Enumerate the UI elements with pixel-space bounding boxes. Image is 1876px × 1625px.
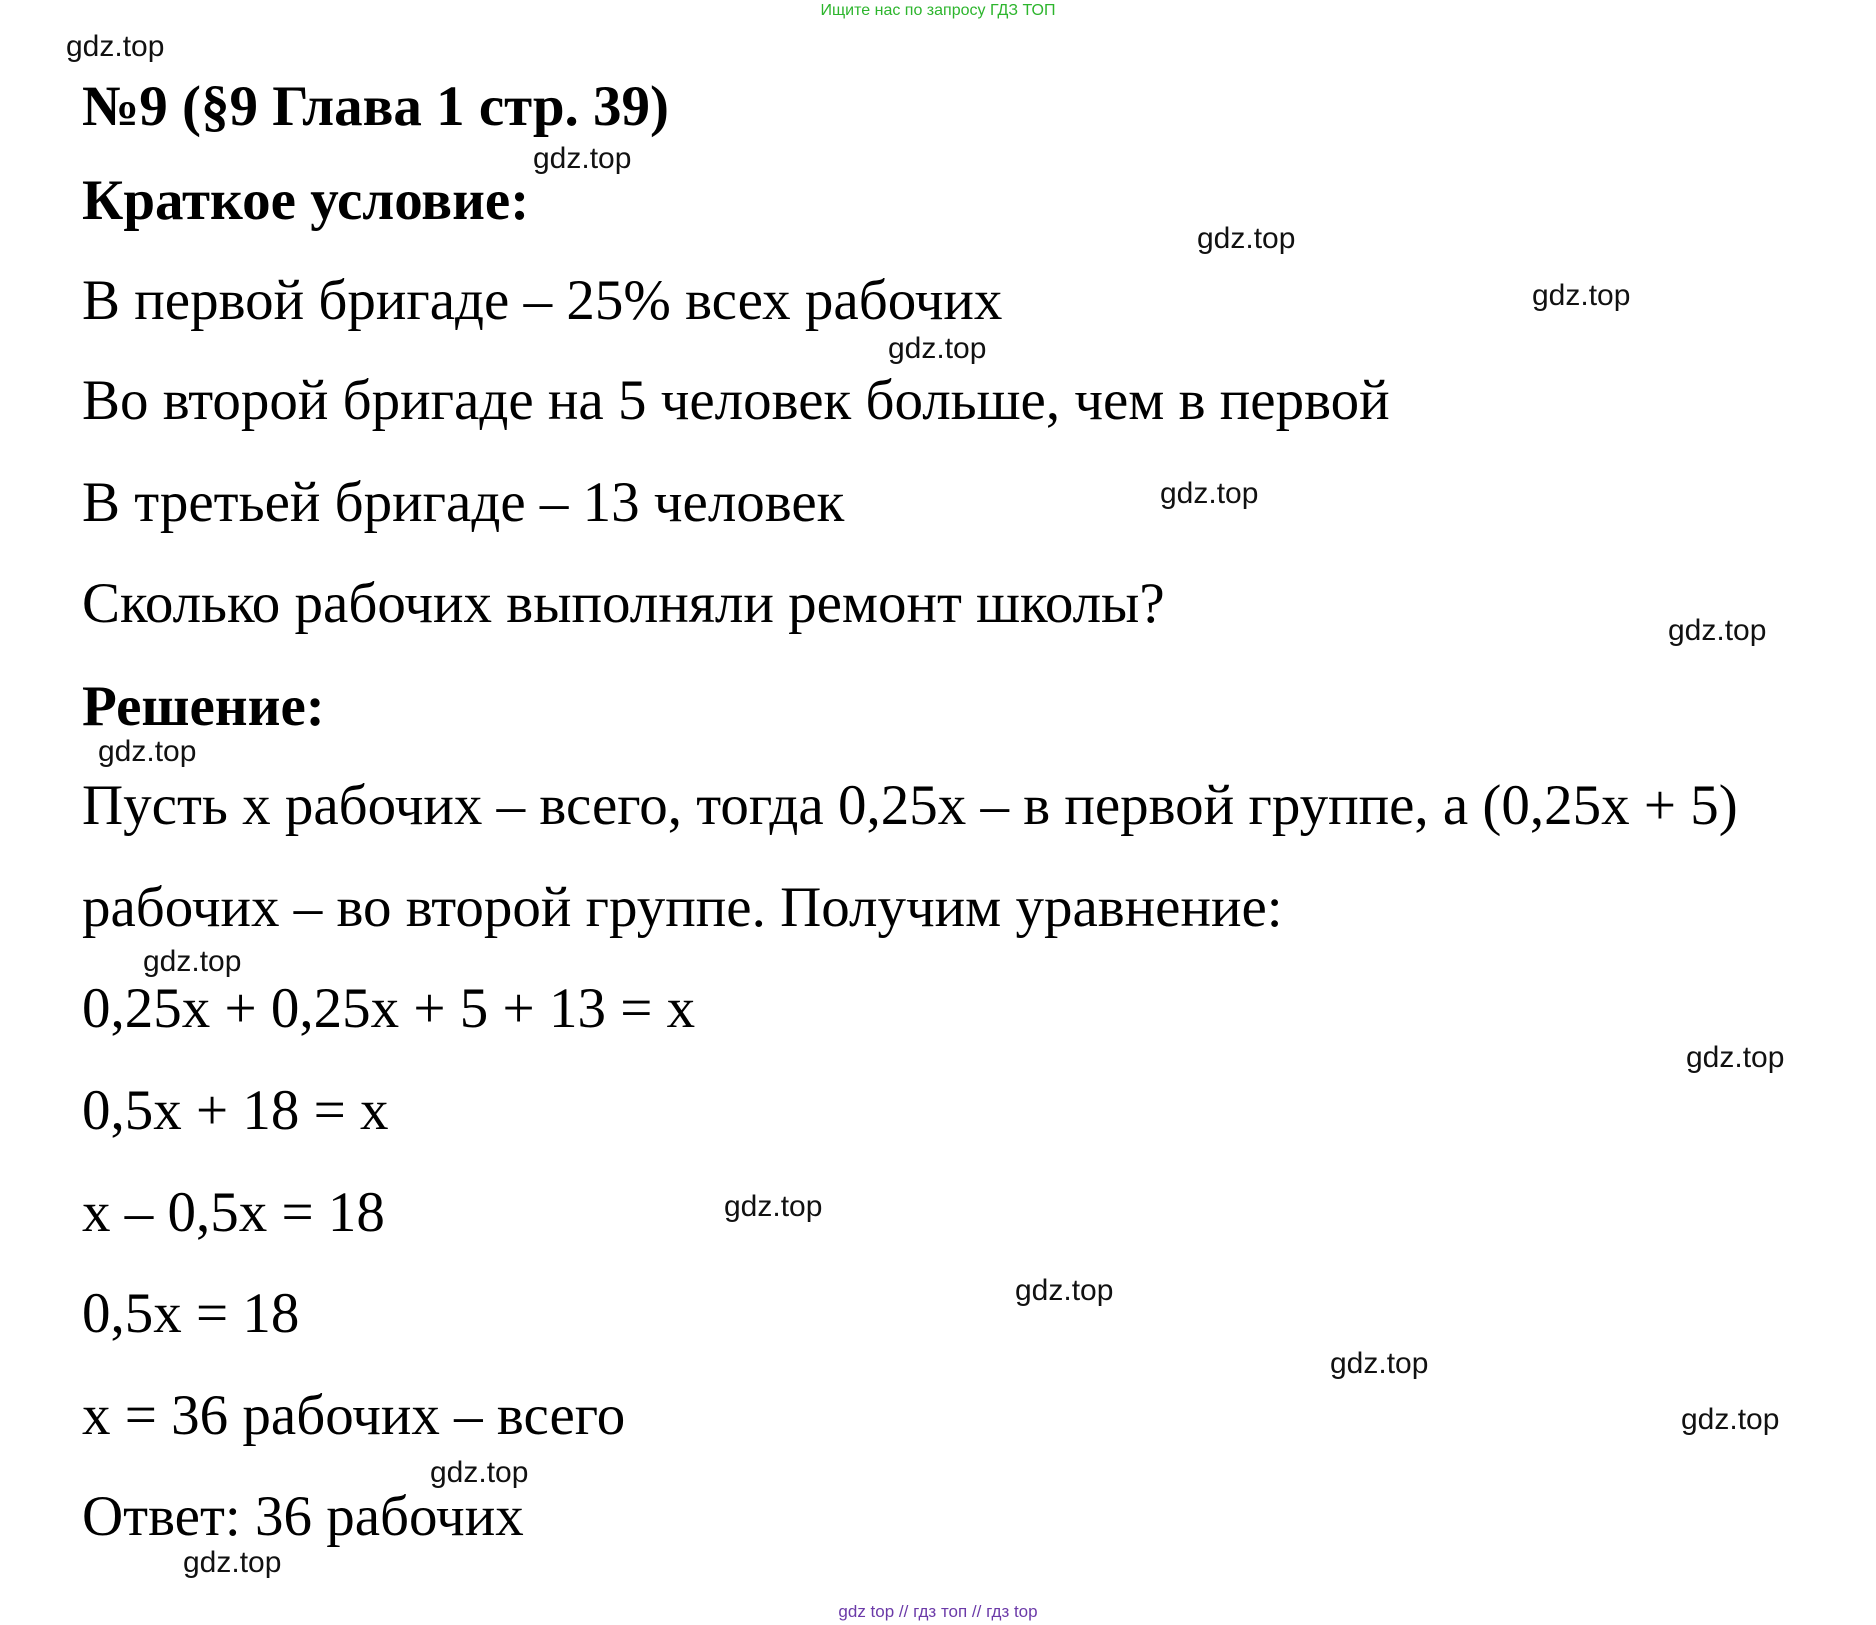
watermark: gdz.top [66,30,165,63]
solution-line: Пусть x рабочих – всего, тогда 0,25x – в первой группе, а (0,25x + 5) [82,774,1738,837]
watermark: gdz.top [1015,1274,1114,1307]
condition-heading: Краткое условие: [82,169,530,232]
watermark: gdz.top [98,735,197,768]
condition-line: Во второй бригаде на 5 человек больше, чем в первой [82,369,1390,432]
top-banner: Ищите нас по запросу ГДЗ ТОП [820,2,1056,19]
watermark: gdz.top [143,945,242,978]
watermark: gdz.top [1330,1347,1429,1380]
equation-line: 0,25x + 0,25x + 5 + 13 = x [82,977,696,1040]
condition-question: Сколько рабочих выполняли ремонт школы? [82,572,1165,635]
equation-line: 0,5x = 18 [82,1282,300,1345]
condition-line: В первой бригаде – 25% всех рабочих [82,269,1003,332]
watermark: gdz.top [1681,1403,1780,1436]
watermark: gdz.top [1160,477,1259,510]
solution-heading: Решение: [82,675,325,738]
bottom-banner: gdz top // гдз топ // гдз top [838,1602,1038,1621]
solution-line: рабочих – во второй группе. Получим уравнение: [82,876,1283,939]
result-line: x = 36 рабочих – всего [82,1384,626,1447]
watermark: gdz.top [1532,279,1631,312]
watermark: gdz.top [533,142,632,175]
page-title: №9 (§9 Глава 1 стр. 39) [82,75,670,138]
watermark: gdz.top [1197,222,1296,255]
watermark: gdz.top [183,1546,282,1579]
watermark: gdz.top [1686,1041,1785,1074]
watermark: gdz.top [888,332,987,365]
watermark: gdz.top [1668,614,1767,647]
equation-line: x – 0,5x = 18 [82,1181,385,1244]
answer-line: Ответ: 36 рабочих [82,1485,524,1548]
watermark: gdz.top [724,1190,823,1223]
watermark: gdz.top [430,1456,529,1489]
equation-line: 0,5x + 18 = x [82,1079,389,1142]
condition-line: В третьей бригаде – 13 человек [82,471,845,534]
